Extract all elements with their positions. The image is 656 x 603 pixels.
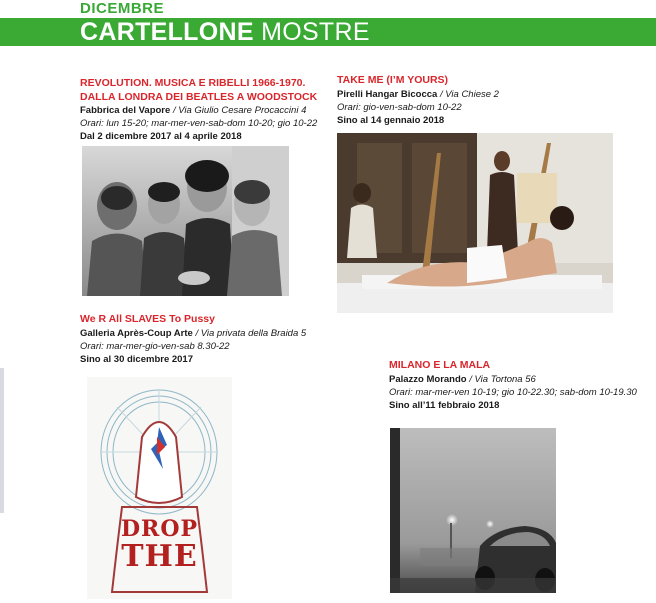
event-hours: Orari: lun 15-20; mar-mer-ven-sab-dom 10-20; gio 10-22 (80, 118, 318, 129)
venue-address: / Via Giulio Cesare Procaccini 4 (172, 105, 307, 116)
event-hours: Orari: mar-mer-gio-ven-sab 8.30-22 (80, 340, 230, 352)
address-text: Via Giulio Cesare Procaccini 4 (178, 105, 307, 116)
event-dates: Sino al 14 gennaio 2018 (337, 114, 445, 126)
event-venue (389, 373, 649, 386)
event-venue (80, 104, 330, 117)
venue-address: / Via Tortona 56 (469, 373, 536, 385)
event-venue (337, 88, 637, 101)
event-title (389, 359, 649, 373)
address-text: Via privata della Braida 5 (200, 327, 307, 339)
month-label: DICEMBRE (80, 0, 165, 17)
event-title (337, 74, 637, 88)
event-venue (80, 327, 330, 340)
venue-name: Pirelli Hangar Bicocca (337, 88, 438, 100)
page-title (80, 18, 370, 46)
page-title-light: MOSTRE (261, 18, 370, 46)
event-slaves (80, 313, 330, 366)
event-title-line: DALLA LONDRA DEI BEATLES A WOODSTOCK (80, 90, 318, 103)
poster-text-line: THE (121, 539, 198, 574)
event-title-line: MILANO E LA MALA (389, 359, 491, 371)
venue-address: / Via privata della Braida 5 (195, 327, 307, 339)
side-divider (0, 368, 4, 513)
poster-text (87, 517, 232, 573)
foggy-street-photo (390, 428, 556, 593)
venue-name: Galleria Après-Coup Arte (80, 327, 193, 339)
address-text: Via Tortona 56 (474, 373, 536, 385)
event-title-line: We R All SLAVES To Pussy (80, 313, 215, 325)
event-take-me (337, 74, 637, 127)
event-hours: Orari: mar-mer-ven 10-19; gio 10-22.30; sab-dom 10-19.30 (389, 386, 637, 398)
poster-text-line: DROP (120, 516, 199, 542)
event-title (80, 313, 330, 327)
event-milano-mala (389, 359, 649, 412)
venue-name: Palazzo Morando (389, 373, 467, 385)
venue-name: Fabbrica del Vapore (80, 105, 171, 116)
page-title-bold: CARTELLONE (80, 18, 254, 46)
event-revolution (80, 77, 330, 143)
event-title-line: REVOLUTION. MUSICA E RIBELLI 1966-1970. (80, 77, 306, 89)
address-text: Via Chiese 2 (445, 88, 499, 100)
venue-address: / Via Chiese 2 (439, 88, 499, 100)
event-hours: Orari: gio-ven-sab-dom 10-22 (337, 101, 462, 113)
artwork-poster (87, 377, 232, 599)
event-dates: Sino all’11 febbraio 2018 (389, 399, 500, 411)
event-dates: Sino al 30 dicembre 2017 (80, 353, 194, 365)
beatles-photo (82, 146, 289, 296)
event-title (80, 77, 330, 104)
studio-photo (337, 133, 613, 313)
event-dates: Dal 2 dicembre 2017 al 4 aprile 2018 (80, 131, 242, 142)
event-title-line: TAKE ME (I’M YOURS) (337, 74, 449, 86)
